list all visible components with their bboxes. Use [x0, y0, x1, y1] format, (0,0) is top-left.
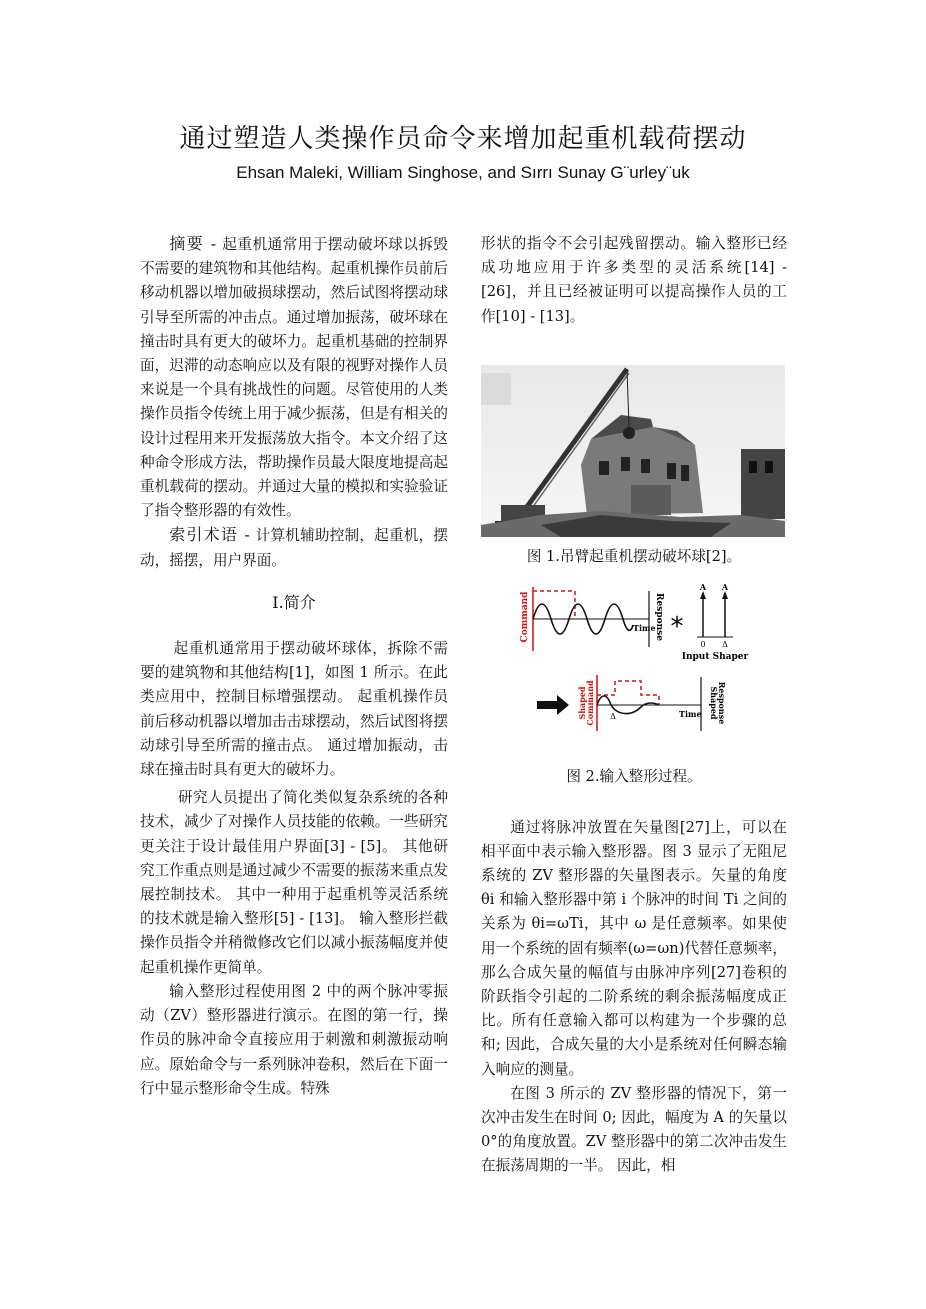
right-column [481, 232, 787, 1179]
figure2-caption: 图 2.输入整形过程。 [566, 768, 702, 786]
section-heading-intro: I.简介 [272, 592, 316, 612]
left-column [140, 232, 448, 1101]
index-terms-label: 索引术语 - [169, 525, 251, 545]
input-shaping-diagram [481, 581, 785, 757]
command-label: Command [520, 591, 530, 643]
paper-title: 通过塑造人类操作员命令来增加起重机载荷摆动 [179, 124, 747, 154]
right-paragraph-top: 形状的指令不会引起残留摆动。输入整形已经成功地应用于许多类型的灵活系统[14] - [26]，并且已经被证明可以提高操作人员的工作[10] - [13]。 [481, 235, 787, 325]
abstract-text: 起重机通常用于摆动破坏球以拆毁不需要的建筑物和其他结构。起重机操作员前后移动机器以增加破损球摆动，然后试图将摆动球引导至所需的冲击点。通过增加振荡，破坏球在撞击时具有更大的破坏力。起重机基础的控制界面，迟滞的动态响应以及有限的视野对操作人员来说是一个具有挑战性的问题。尽管使用的人类操作员指令传统上用于减少振荡，但是有相关的设计过程用来开发振荡放大指令。本文介绍了这种命令形成方法，帮助操作员最大限度地提高起重机载荷的摆动。并通过大量的模拟和实验验证了指令整形器的有效性。 [140, 236, 448, 520]
right-paragraph-1: 通过将脉冲放置在矢量图[27]上，可以在相平面中表示输入整形器。图 3 显示了无阻尼系统的 ZV 整形器的矢量图表示。矢量的角度 θi 和输入整形器中第 i 个脉冲的时间 Ti 之间的关系为 θi=ωTi，其中 ω 是任意频率。如果使用一个系统的固有频率(ω=ωn)代替任意频率，那么合成矢量的幅值与由脉冲序列[27]卷积的阶跃指令引起的二阶系统的剩余振荡幅度成正比。所有任意输入都可以构建为一个步骤的总和; 因此，合成矢量的大小是系统对任何瞬态输入响应的测量。 [481, 818, 787, 1078]
abstract-label: 摘要 - [169, 234, 218, 253]
time-label-top: Time [633, 623, 656, 634]
figure1-caption: 图 1.吊臂起重机摆动破坏球[2]。 [526, 548, 742, 566]
shaped-response-label-2: Response [717, 681, 727, 725]
amp-label-2: A [721, 582, 729, 593]
index-terms [140, 523, 448, 572]
intro-paragraph-1: 起重机通常用于摆动破坏球体，拆除不需要的建筑物和其他结构[1]，如图 1 所示。在此类应用中，控制目标增强摆动。 起重机操作员前后移动机器以增加击击球摆动，然后试图将摆动球引导至所需的撞击点。 通过增加振动，击球在撞击时具有更大的破坏力。 [140, 640, 448, 779]
intro-paragraph-3: 输入整形过程使用图 2 中的两个脉冲零振动（ZV）整形器进行演示。在图的第一行，操作员的脉冲命令直接应用于刺激和刺激振动响应。原始命令与一系列脉冲卷积，然后在下面一行中显示整形命令生成。特殊 [140, 982, 448, 1097]
t0-label: 0 [700, 640, 706, 650]
convolution-star: * [670, 612, 684, 643]
right-arrow-icon [537, 695, 569, 715]
paper-authors: Ehsan Maleki, William Singhose, and Sırrı Sunay G¨urley¨uk [236, 163, 690, 182]
amp-label-1: A [699, 582, 707, 593]
delta-label: Δ [722, 640, 728, 650]
shaped-label: Shaped [577, 686, 587, 720]
response-label: Response [654, 593, 664, 642]
input-shaper-label: Input Shaper [681, 652, 749, 663]
time-label-bottom: Time [679, 709, 702, 720]
right-paragraph-2: 在图 3 所示的 ZV 整形器的情况下，第一次冲击发生在时间 0; 因此，幅度为 A 的矢量以 0°的角度放置。ZV 整形器中的第二次冲击发生在振荡周期的一半。 因此，相 [481, 1084, 787, 1175]
abstract [140, 232, 448, 523]
shaped-response-label-1: Shaped [709, 686, 719, 720]
delta-label-2: Δ [610, 712, 616, 722]
index-terms-text: 计算机辅助控制，起重机，摆动，摇摆，用户界面。 [140, 527, 448, 569]
crane-photo [481, 365, 785, 537]
shaped-command-label: Command [585, 680, 595, 726]
intro-paragraph-2: 研究人员提出了简化类似复杂系统的各种技术，减少了对操作人员技能的依赖。一些研究更关注于设计最佳用户界面[3] - [5]。 其他研究工作重点则是通过减少不需要的振荡来重点发展控制技术。 其中一种用于起重机等灵活系统的技术就是输入整形[5] - [13]。 输入整形拦截操作员指令并稍微修改它们以减小振荡幅度并使起重机操作更简单。 [140, 789, 448, 976]
